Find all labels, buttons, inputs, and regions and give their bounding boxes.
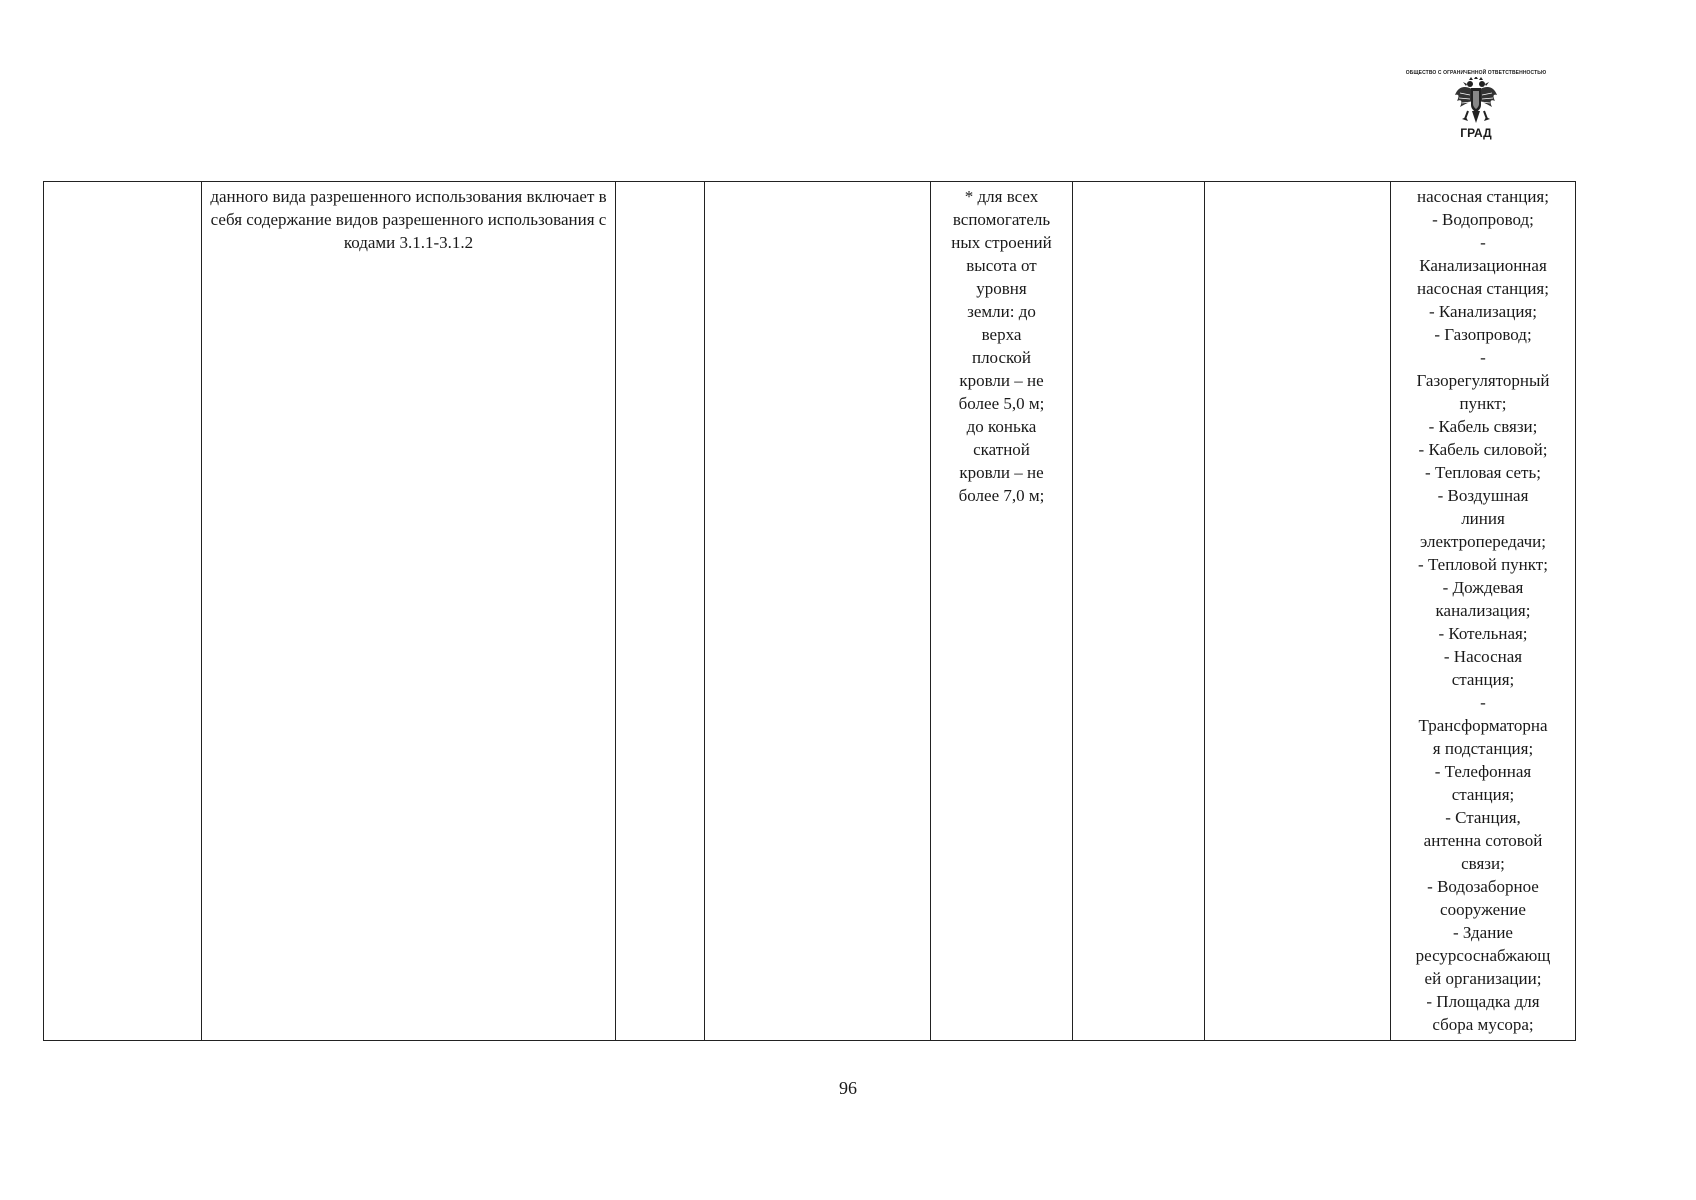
logo-org-type: ОБЩЕСТВО С ОГРАНИЧЕННОЙ ОТВЕТСТВЕННОСТЬЮ (1405, 70, 1547, 76)
logo-company-name: ГРАД (1460, 126, 1492, 140)
page-number: 96 (839, 1078, 857, 1098)
double-headed-eagle-icon (1454, 77, 1498, 127)
table-cell-utility-facilities-list: насосная станция; - Водопровод; - Канализационная насосная станция; - Канализация; - Газопровод; - Газорегуляторный пункт; - Кабель связи; - Кабель силовой; - Тепловая сеть; - Воздушная линия электропередачи; - Тепловой пункт; - Дождевая канализация; - Котельная; - Насосная станция; - Трансформаторна я подстанция; - Телефонная станция; - Станция, антенна сотовой связи; - Водозаборное сооружение - Здание ресурсоснабжающ ей организации; - Площадка для сбора мусора; (1391, 182, 1576, 1041)
table-row (44, 182, 1576, 1041)
regulations-table (43, 181, 1576, 1041)
table-cell-7 (1205, 182, 1391, 1041)
table-cell-4 (705, 182, 931, 1041)
table-cell-permitted-use-description: данного вида разрешенного использования включает в себя содержание видов разрешенного использования с кодами 3.1.1-3.1.2 (202, 182, 616, 1041)
table-cell-6 (1073, 182, 1205, 1041)
table-cell-auxiliary-height-limits: * для всех вспомогатель ных строений высота от уровня земли: до верха плоской кровли – не более 5,0 м; до конька скатной кровли – не более 7,0 м; (931, 182, 1073, 1041)
table-cell-1 (44, 182, 202, 1041)
table-cell-3 (616, 182, 705, 1041)
company-logo (1396, 70, 1556, 152)
